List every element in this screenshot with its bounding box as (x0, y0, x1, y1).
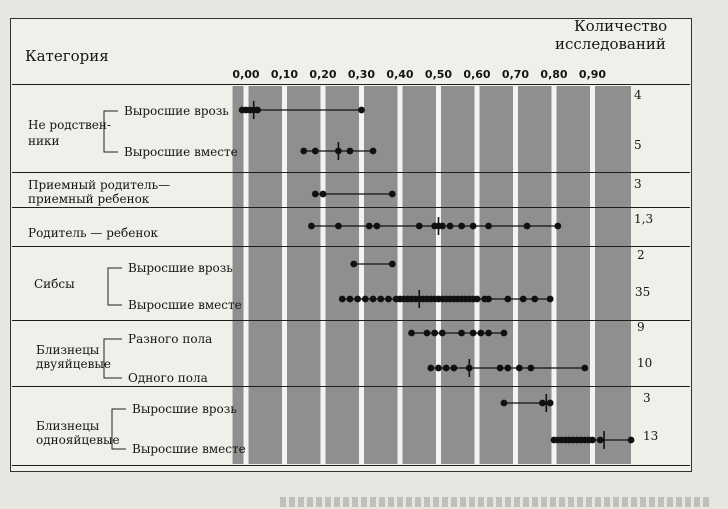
subgroup-label: Выросшие вместе (132, 442, 246, 456)
group-label: ники (28, 134, 60, 148)
group-label: Близнецы (36, 343, 100, 357)
group-label: Приемный родитель— (28, 178, 171, 192)
x-tick-label: 0,00 (232, 68, 260, 81)
subgroup-label: Выросшие врозь (128, 261, 233, 275)
study-count: 4 (634, 88, 642, 102)
group-label: Родитель — ребенок (28, 226, 159, 240)
group-label: Близнецы (36, 419, 100, 433)
group-label: Не родствен- (28, 118, 111, 132)
subgroup-label: Разного пола (128, 332, 213, 346)
study-count: 35 (635, 285, 651, 299)
x-tick-label: 0,90 (578, 68, 607, 81)
study-count: 2 (637, 248, 645, 262)
group-label: однояйцевые (36, 433, 120, 447)
count-header-line1: Количество (574, 17, 668, 35)
x-tick-label: 0,20 (309, 68, 337, 81)
subgroup-label: Выросшие врозь (132, 402, 237, 416)
subgroup-label: Выросшие вместе (128, 298, 242, 312)
x-tick-label: 0,70 (501, 68, 530, 81)
cropped-caption (280, 497, 710, 507)
x-tick-label: 0,30 (347, 68, 376, 81)
group-label: приемный ребенок (28, 192, 150, 206)
study-count: 13 (643, 429, 659, 443)
category-header: Категория (25, 47, 109, 65)
x-tick-label: 0,60 (463, 68, 491, 81)
subgroup-label: Одного пола (128, 371, 208, 385)
x-tick-label: 0,40 (386, 68, 414, 81)
count-header-line2: исследований (555, 35, 666, 53)
group-label: двуяйцевые (36, 357, 111, 371)
subgroup-label: Выросшие вместе (124, 145, 238, 159)
study-count: 10 (637, 356, 653, 370)
subgroup-label: Выросшие врозь (124, 104, 229, 118)
x-tick-label: 0,50 (424, 68, 453, 81)
x-tick-label: 0,10 (270, 68, 299, 81)
study-count: 3 (634, 177, 642, 191)
group-label: Сибсы (34, 277, 75, 291)
study-count: 1,3 (634, 212, 654, 226)
study-count: 3 (643, 391, 651, 405)
study-count: 5 (634, 138, 642, 152)
x-tick-label: 0,80 (540, 68, 568, 81)
study-count: 9 (637, 320, 645, 334)
